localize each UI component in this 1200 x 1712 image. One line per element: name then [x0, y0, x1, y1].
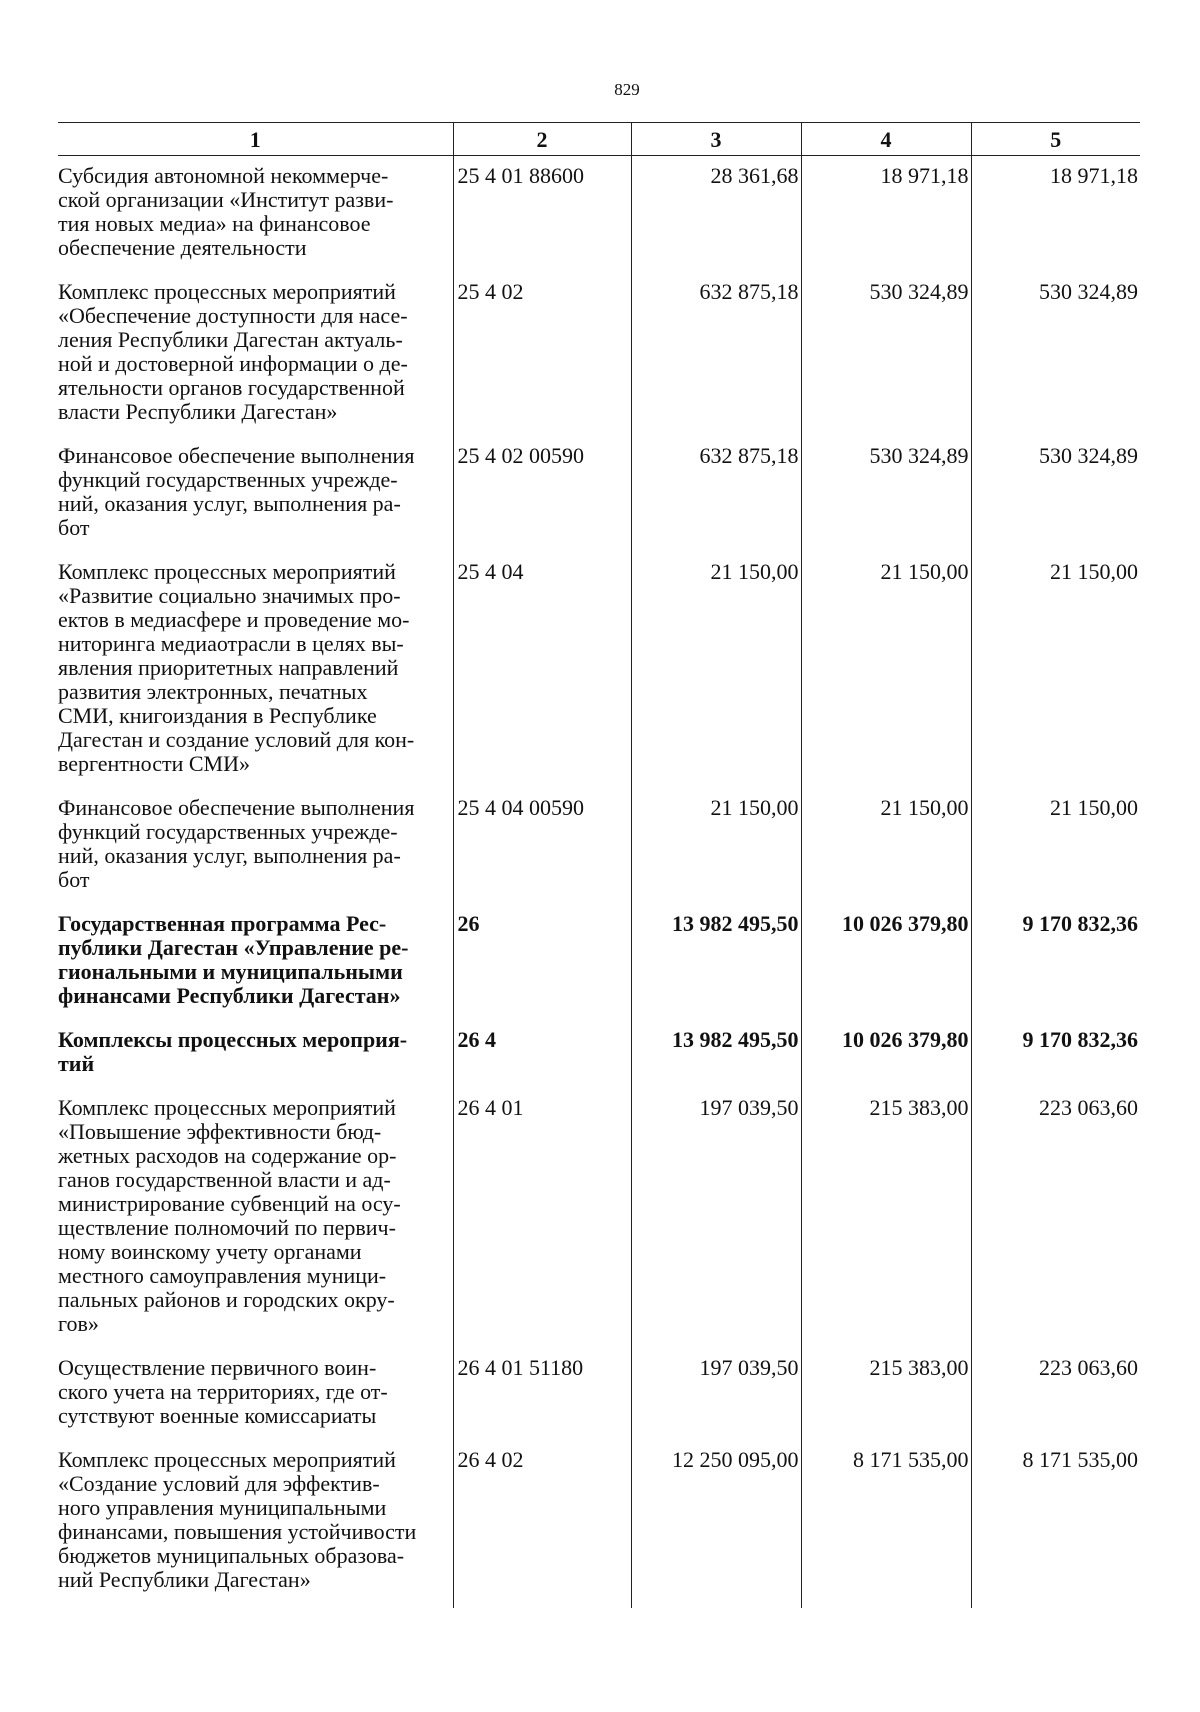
- row-value-col3: 197 039,50: [631, 1096, 801, 1356]
- row-value-col3: 632 875,18: [631, 280, 801, 444]
- row-value-col5: 18 971,18: [971, 156, 1140, 281]
- row-name-cell: Государственная программа Рес- публики Дагестан «Управление ре- гиональными и муниципальными финансами Республики Дагестан»: [58, 911, 409, 1008]
- row-code-cell: 25 4 02 00590: [453, 444, 631, 560]
- column-header-5: 5: [971, 123, 1140, 156]
- table-row: [58, 1448, 1140, 1608]
- row-value-col3: 21 150,00: [631, 560, 801, 796]
- column-header-2: 2: [453, 123, 631, 156]
- table-row: [58, 560, 1140, 796]
- row-value-col3: 13 982 495,50: [631, 1028, 801, 1096]
- table-row: [58, 1028, 1140, 1096]
- row-value-col4: 10 026 379,80: [801, 912, 971, 1028]
- table-row: [58, 796, 1140, 912]
- row-code-cell: 26 4 02: [453, 1448, 631, 1608]
- row-code-cell: 26: [453, 912, 631, 1028]
- table-row: [58, 1356, 1140, 1448]
- row-value-col5: 223 063,60: [971, 1356, 1140, 1448]
- row-code-cell: 25 4 02: [453, 280, 631, 444]
- row-value-col4: 21 150,00: [801, 796, 971, 912]
- row-value-col3: 632 875,18: [631, 444, 801, 560]
- column-header-1: 1: [58, 123, 453, 156]
- row-name-cell: Финансовое обеспечение выполнения функций государственных учрежде- ний, оказания услуг, выполнения ра- бот: [58, 443, 415, 540]
- column-header-3: 3: [631, 123, 801, 156]
- row-name-cell: Осуществление первичного воин- ского учета на территориях, где от- сутствуют военные комиссариаты: [58, 1355, 388, 1428]
- row-value-col5: 223 063,60: [971, 1096, 1140, 1356]
- row-value-col3: 12 250 095,00: [631, 1448, 801, 1608]
- row-name-cell: Комплекс процессных мероприятий «Обеспечение доступности для насе- ления Республики Дагестан актуаль- ной и достоверной информации о де- ятельности органов государственной власти Республики Дагестан»: [58, 279, 408, 424]
- row-name-cell: Финансовое обеспечение выполнения функций государственных учрежде- ний, оказания услуг, выполнения ра- бот: [58, 795, 415, 892]
- row-value-col3: 197 039,50: [631, 1356, 801, 1448]
- table-row: [58, 280, 1140, 444]
- row-value-col5: 9 170 832,36: [971, 1028, 1140, 1096]
- table-row: [58, 912, 1140, 1028]
- row-name-cell: Комплекс процессных мероприятий «Создание условий для эффектив- ного управления муниципальными финансами, повышения устойчивости бюджетов муниципальных образова- ний Республики Дагестан»: [58, 1447, 417, 1592]
- page-number: 829: [614, 80, 640, 99]
- row-value-col5: 530 324,89: [971, 444, 1140, 560]
- column-header-4: 4: [801, 123, 971, 156]
- table-row: [58, 444, 1140, 560]
- row-value-col3: 28 361,68: [631, 156, 801, 281]
- row-code-cell: 25 4 01 88600: [453, 156, 631, 281]
- row-value-col4: 10 026 379,80: [801, 1028, 971, 1096]
- row-value-col4: 21 150,00: [801, 560, 971, 796]
- row-name-cell: Комплексы процессных мероприя- тий: [58, 1027, 408, 1076]
- row-value-col4: 215 383,00: [801, 1356, 971, 1448]
- row-code-cell: 26 4: [453, 1028, 631, 1096]
- table-row: [58, 156, 1140, 281]
- row-value-col5: 21 150,00: [971, 796, 1140, 912]
- row-code-cell: 26 4 01: [453, 1096, 631, 1356]
- row-value-col4: 18 971,18: [801, 156, 971, 281]
- row-value-col4: 215 383,00: [801, 1096, 971, 1356]
- row-value-col4: 8 171 535,00: [801, 1448, 971, 1608]
- budget-table: [58, 122, 1140, 1608]
- row-code-cell: 25 4 04: [453, 560, 631, 796]
- row-value-col4: 530 324,89: [801, 280, 971, 444]
- row-value-col5: 21 150,00: [971, 560, 1140, 796]
- row-value-col5: 530 324,89: [971, 280, 1140, 444]
- row-name-cell: Комплекс процессных мероприятий «Развитие социально значимых про- ектов в медиасфере и проведение мо- ниторинга медиаотрасли в целях вы- явления приоритетных направлений развития электронных, печатных СМИ, книгоиздания в Республике Дагестан и создание условий для кон- вергентности СМИ»: [58, 559, 415, 776]
- table-row: [58, 1096, 1140, 1356]
- row-value-col3: 21 150,00: [631, 796, 801, 912]
- row-value-col5: 9 170 832,36: [971, 912, 1140, 1028]
- row-name-cell: Субсидия автономной некоммерче- ской организации «Институт разви- тия новых медиа» на финансовое обеспечение деятельности: [58, 163, 394, 260]
- header-row: [58, 123, 1140, 156]
- row-value-col4: 530 324,89: [801, 444, 971, 560]
- row-value-col5: 8 171 535,00: [971, 1448, 1140, 1608]
- row-code-cell: 26 4 01 51180: [453, 1356, 631, 1448]
- row-name-cell: Комплекс процессных мероприятий «Повышение эффективности бюд- жетных расходов на содержание ор- ганов государственной власти и ад- министрирование субвенций на осу- ществление полномочий по первич- ному воинскому учету органами местного самоуправления муници- пальных районов и городских окру- гов»: [58, 1095, 401, 1336]
- row-code-cell: 25 4 04 00590: [453, 796, 631, 912]
- row-value-col3: 13 982 495,50: [631, 912, 801, 1028]
